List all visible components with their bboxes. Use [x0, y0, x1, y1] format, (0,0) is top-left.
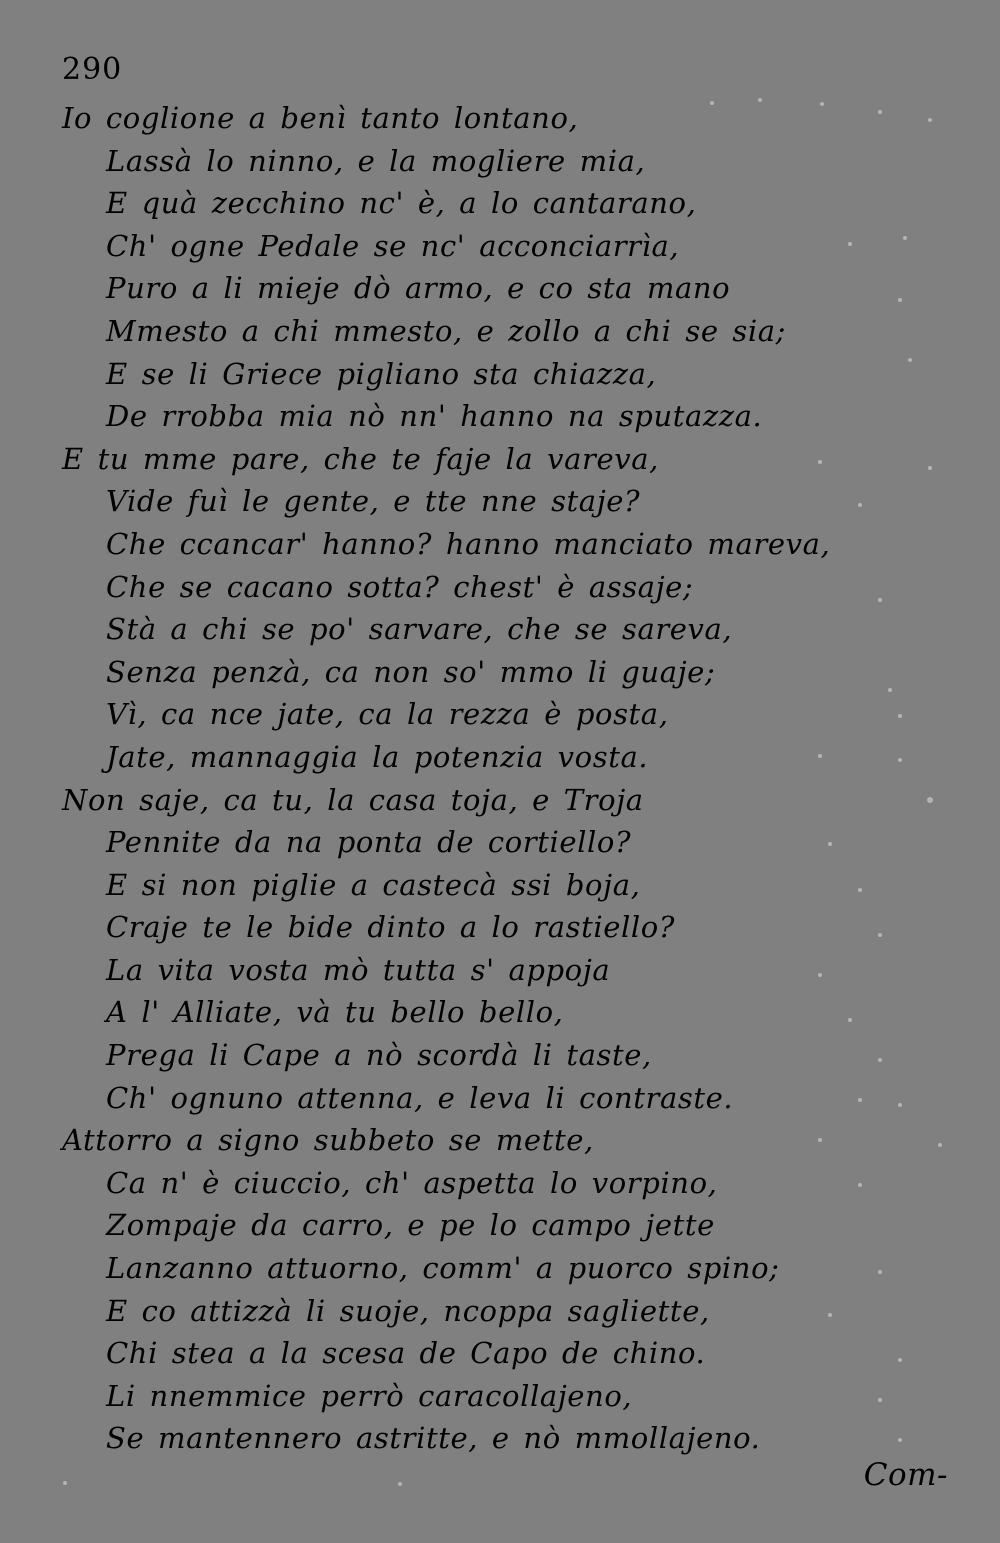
page-number: 290 — [62, 52, 123, 87]
verse-line: Attorro a signo subbeto se mette, — [62, 1123, 594, 1158]
verse-line: Ch' ognuno attenna, e leva li contraste. — [106, 1080, 734, 1115]
verse-line: Io coglione a benì tanto lontano, — [62, 101, 579, 135]
verse-line: La vita vosta mò tutta s' appoja — [106, 952, 611, 987]
verse-line: Stà a chi se po' sarvare, che se sareva, — [106, 612, 733, 647]
verse-line: Ca n' è ciuccio, ch' aspetta lo vorpino, — [106, 1165, 718, 1200]
verse-line: E co attizzà li suoje, ncoppa sagliette, — [106, 1293, 710, 1328]
verse-line: Li nnemmice perrò caracollajeno, — [106, 1378, 633, 1413]
verse-line: Chi stea a la scesa de Capo de chino. — [106, 1336, 706, 1371]
verse-line: E quà zecchino nc' è, a lo cantarano, — [106, 186, 697, 221]
verse-line: Che ccancar' hanno? hanno manciato mareva, — [106, 526, 831, 561]
verse-line: Che se cacano sotta? chest' è assaje; — [106, 569, 694, 604]
verse-line: E se li Griece pigliano sta chiazza, — [106, 356, 657, 391]
verse-line: Senza penzà, ca non so' mmo li guaje; — [106, 654, 716, 689]
verse-line: Pennite da na ponta de cortiello? — [106, 825, 632, 860]
verse-line: Lanzanno attuorno, comm' a puorco spino; — [106, 1251, 780, 1286]
catchword: Com- — [863, 1457, 948, 1493]
verse-line: Non saje, ca tu, la casa toja, e Troja — [62, 782, 644, 817]
verse-line: Vide fuì le gente, e tte nne staje? — [106, 484, 641, 519]
verse-line: Ch' ogne Pedale se nc' acconciarrìa, — [106, 228, 680, 263]
verse-line: Se mantennero astritte, e nò mmollajeno. — [106, 1421, 761, 1456]
verse-line: A l' Alliate, và tu bello bello, — [106, 995, 564, 1030]
verse-line: Jate, mannaggia la potenzia vosta. — [106, 739, 649, 774]
verse-line: Prega li Cape a nò scordà li taste, — [106, 1038, 652, 1073]
verse-line: Mmesto a chi mmesto, e zollo a chi se sia; — [106, 313, 787, 348]
verse-line: Puro a li mieje dò armo, e co sta mano — [106, 271, 731, 306]
verse-line: Lassà lo ninno, e la mogliere mia, — [106, 143, 646, 178]
verse-line: De rrobba mia nò nn' hanno na sputazza. — [106, 399, 763, 434]
verse-line: E tu mme pare, che te faje la vareva, — [62, 441, 659, 476]
verse-line: Craje te le bide dinto a lo rastiello? — [106, 910, 675, 945]
verse-line: Vì, ca nce jate, ca la rezza è posta, — [106, 697, 669, 732]
verse-line: Zompaje da carro, e pe lo campo jette — [106, 1208, 715, 1243]
verse-line: E si non piglie a castecà ssi boja, — [106, 867, 641, 902]
